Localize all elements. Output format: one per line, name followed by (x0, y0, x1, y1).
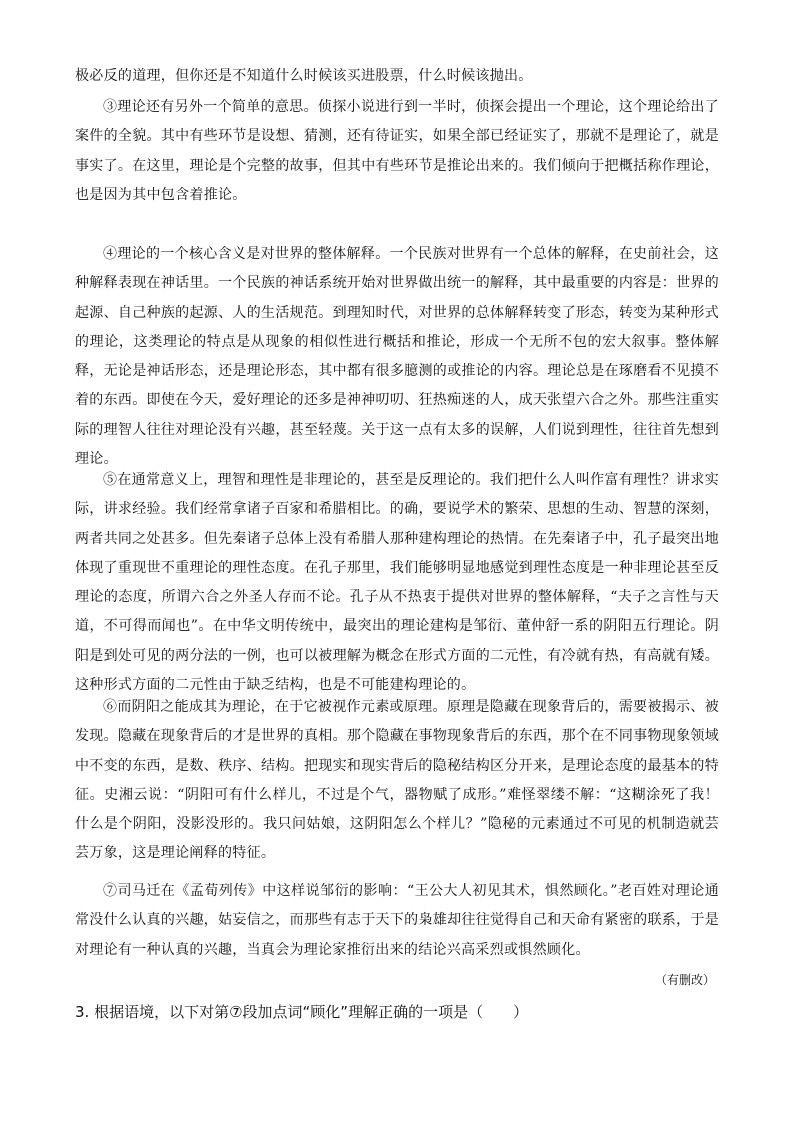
paragraph-5 (75, 466, 719, 700)
paragraph-text: ⑤在通常意义上，理智和理性是非理论的，甚至是反理论的。我们把什么人叫作富有理性？讲求实际，讲求经验。我们经常拿诸子百家和希腊相比。的确，要说学术的繁荣、思想的生动、智慧的深刻，两者共同之处甚多。但先秦诸子总体上没有希腊人那种建构理论的热情。在先秦诸子中，孔子最突出地体现了重现世不重理论的理性态度。在孔子那里，我们能够明显地感觉到理性态度是一种非理论甚至反理论的态度，所谓六合之外圣人存而不论。孔子从不热衷于提供对世界的整体解释，“夫子之言性与天道，不可得而闻也”。在中华文明传统中，最突出的理论建构是邹衍、董仲舒一系的阴阳五行理论。阴阳是到处可见的两分法的一例，也可以被理解为概念在形式方面的二元性，有冷就有热，有高就有矮。这种形式方面的二元性由于缺乏结构，也是不可能建构理论的。 (75, 472, 719, 694)
article-intro-line (75, 62, 719, 91)
paragraph-text: ③理论还有另外一个简单的意思。侦探小说进行到一半时，侦探会提出一个理论，这个理论给出了案件的全貌。其中有些环节是设想、猜测，还有待证实，如果全部已经证实了，那就不是理论了，就是事实了。在这里，理论是个完整的故事，但其中有些环节是推论出来的。我们倾向于把概括称作理论，也是因为其中包含着推论。 (75, 99, 719, 203)
source-note: （有删改） (654, 973, 715, 987)
paragraph-text: ⑥而阴阳之能成其为理论，在于它被视作元素或原理。原理是隐藏在现象背后的，需要被揭示、被发现。隐藏在现象背后的才是世界的真相。那个隐藏在事物现象背后的东西，那个在不同事物现象领域中不变的东西，是数、秩序、结构。把现实和现实背后的隐秘结构区分开来，是理论态度的最基本的特征。史湘云说：“阴阳可有什么样儿，不过是个气，器物赋了成形。”难怪翠缕不解：“这糊涂死了我！什么是个阴阳，没影没形的。我只问姑娘，这阴阳怎么个样儿？”隐秘的元素通过不可见的机制造就芸芸万象，这是理论阐释的特征。 (75, 699, 719, 862)
paragraph-7 (75, 877, 719, 965)
question-3: 3. 根据语境，以下对第⑦段加点词“顾化”理解正确的一项是（ ） (75, 1003, 529, 1021)
intro-text: 极必反的道理，但你还是不知道什么时候该买进股票，什么时候该抛出。 (75, 68, 533, 84)
paragraph-3 (75, 93, 719, 210)
paragraph-text: ④理论的一个核心含义是对世界的整体解释。一个民族对世界有一个总体的解释，在史前社会，这种解释表现在神话里。一个民族的神话系统开始对世界做出统一的解释，其中最重要的内容是：世界的起源、自己种族的起源、人的生活规范。到理知时代，对世界的总体解释转变了形态，转变为某种形式的理论，这类理论的特点是从现象的相似性进行概括和推论，形成一个无所不包的宏大叙事。整体解释，无论是神话形态，还是理论形态，其中都有很多臆测的或推论的内容。理论总是在琢磨看不见摸不着的东西。即使在今天，爱好理论的还多是神神叨叨、狂热痴迷的人，成天张望六合之外。那些注重实际的理智人往往对理论没有兴趣，甚至轻蔑。关于这一点有太多的误解，人们说到理性，往往首先想到理论。 (75, 246, 719, 468)
paragraph-4 (75, 240, 719, 474)
paragraph-6 (75, 693, 719, 869)
paragraph-text: ⑦司马迁在《孟荀列传》中这样说邹衍的影响：“王公大人初见其术，惧然顾化。”老百姓对理论通常没什么认真的兴趣，姑妄信之，而那些有志于天下的枭雄却往往觉得自己和天命有紧密的联系，于是对理论有一种认真的兴趣，当真会为理论家推衍出来的结论兴高采烈或惧然顾化。 (75, 883, 719, 958)
